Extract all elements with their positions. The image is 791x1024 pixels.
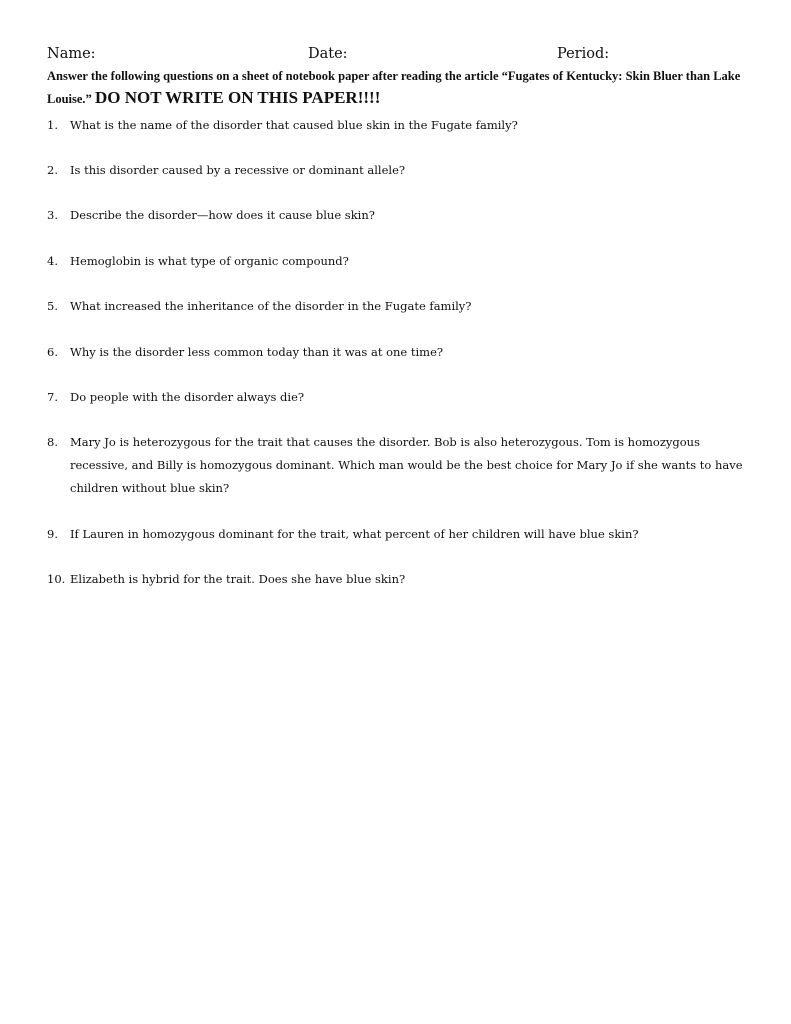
question-number: 7. bbox=[47, 390, 58, 404]
instructions-text: Answer the following questions on a sheet of notebook paper after reading the article “Fugates of Kentucky: Skin Bluer than Lake Louise.” bbox=[47, 69, 741, 106]
student-info-header bbox=[47, 46, 747, 66]
period-label: Period: bbox=[557, 46, 610, 62]
question-text: Hemoglobin is what type of organic compound? bbox=[70, 254, 349, 268]
question-text: Do people with the disorder always die? bbox=[70, 390, 305, 404]
question-text: If Lauren in homozygous dominant for the trait, what percent of her children will have blue skin? bbox=[70, 527, 639, 541]
question-text: Is this disorder caused by a recessive or dominant allele? bbox=[70, 163, 406, 177]
name-label: Name: bbox=[47, 46, 96, 62]
question-number: 2. bbox=[47, 163, 58, 177]
question-number: 5. bbox=[47, 299, 58, 313]
date-label: Date: bbox=[308, 46, 348, 62]
instructions bbox=[47, 66, 747, 110]
question-text: What is the name of the disorder that caused blue skin in the Fugate family? bbox=[70, 118, 518, 132]
question-number: 10. bbox=[47, 572, 66, 586]
question-text: What increased the inheritance of the disorder in the Fugate family? bbox=[70, 299, 472, 313]
question-number: 4. bbox=[47, 254, 58, 268]
question-text: Describe the disorder—how does it cause blue skin? bbox=[70, 208, 375, 222]
question-text: Mary Jo is heterozygous for the trait that causes the disorder. Bob is also heterozygous. Tom is homozygous recessive, and Billy is homozygous dominant. Which man would be the best choice for Mary Jo if she wants to have children without blue skin? bbox=[70, 435, 743, 495]
question-number: 8. bbox=[47, 435, 58, 449]
question-number: 1. bbox=[47, 118, 58, 132]
question-text: Why is the disorder less common today than it was at one time? bbox=[70, 345, 444, 359]
question-number: 6. bbox=[47, 345, 58, 359]
question-number: 3. bbox=[47, 208, 58, 222]
question-text: Elizabeth is hybrid for the trait. Does she have blue skin? bbox=[70, 572, 406, 586]
do-not-write-warning: DO NOT WRITE ON THIS PAPER!!!! bbox=[94, 88, 381, 107]
question-number: 9. bbox=[47, 527, 58, 541]
